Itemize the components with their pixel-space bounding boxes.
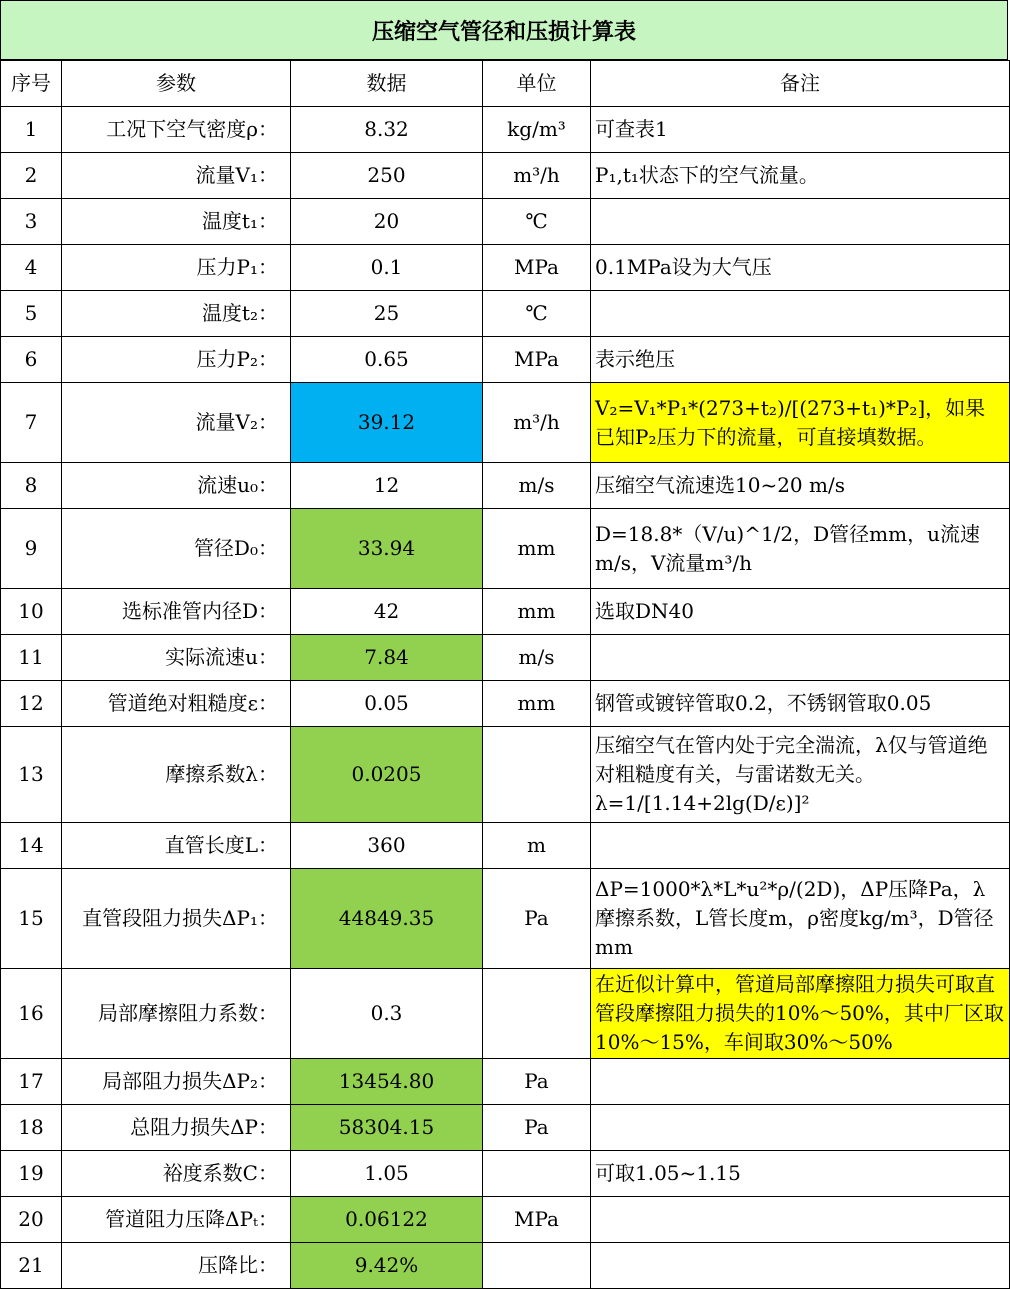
note-cell: 表示绝压	[591, 337, 1010, 383]
value-cell: 13454.80	[291, 1059, 483, 1105]
table-row	[1, 727, 1010, 823]
note-cell	[591, 291, 1010, 337]
row-number: 5	[1, 291, 62, 337]
unit-cell: ℃	[483, 291, 591, 337]
note-cell	[591, 1059, 1010, 1105]
value-cell: 360	[291, 823, 483, 869]
row-number: 11	[1, 635, 62, 681]
note-cell: 可查表1	[591, 107, 1010, 153]
header-note: 备注	[591, 61, 1010, 107]
table-row	[1, 1197, 1010, 1243]
param-label: 直管长度L：	[62, 823, 291, 869]
param-label: 实际流速u：	[62, 635, 291, 681]
header-unit: 单位	[483, 61, 591, 107]
unit-cell: mm	[483, 681, 591, 727]
param-label: 摩擦系数λ：	[62, 727, 291, 823]
value-cell: 12	[291, 463, 483, 509]
note-cell	[591, 199, 1010, 245]
param-label: 管道阻力压降ΔPₜ：	[62, 1197, 291, 1243]
note-cell: V₂=V₁*P₁*(273+t₂)/[(273+t₁)*P₂]，如果已知P₂压力下的流量，可直接填数据。	[591, 383, 1010, 463]
row-number: 14	[1, 823, 62, 869]
row-number: 18	[1, 1105, 62, 1151]
note-cell: 压缩空气在管内处于完全湍流，λ仅与管道绝对粗糙度有关，与雷诺数无关。 λ=1/[1.14+2lg(D/ε)]²	[591, 727, 1010, 823]
table-row	[1, 245, 1010, 291]
row-number: 12	[1, 681, 62, 727]
row-number: 10	[1, 589, 62, 635]
value-cell: 7.84	[291, 635, 483, 681]
param-label: 总阻力损失ΔP：	[62, 1105, 291, 1151]
table-row	[1, 153, 1010, 199]
value-cell: 0.1	[291, 245, 483, 291]
note-cell	[591, 1197, 1010, 1243]
unit-cell: Pa	[483, 869, 591, 969]
table-row	[1, 107, 1010, 153]
param-label: 直管段阻力损失ΔP₁：	[62, 869, 291, 969]
row-number: 20	[1, 1197, 62, 1243]
table-row	[1, 869, 1010, 969]
unit-cell: kg/m³	[483, 107, 591, 153]
unit-cell: m/s	[483, 635, 591, 681]
table-row	[1, 199, 1010, 245]
note-cell	[591, 635, 1010, 681]
unit-cell	[483, 1151, 591, 1197]
row-number: 7	[1, 383, 62, 463]
value-cell: 0.06122	[291, 1197, 483, 1243]
value-cell: 0.0205	[291, 727, 483, 823]
row-number: 9	[1, 509, 62, 589]
unit-cell: m	[483, 823, 591, 869]
unit-cell: mm	[483, 509, 591, 589]
row-number: 15	[1, 869, 62, 969]
value-cell: 39.12	[291, 383, 483, 463]
value-cell: 250	[291, 153, 483, 199]
value-cell: 0.3	[291, 969, 483, 1059]
param-label: 裕度系数C：	[62, 1151, 291, 1197]
unit-cell	[483, 969, 591, 1059]
param-label: 温度t₂：	[62, 291, 291, 337]
row-number: 17	[1, 1059, 62, 1105]
value-cell: 33.94	[291, 509, 483, 589]
table-row	[1, 1243, 1010, 1289]
row-number: 16	[1, 969, 62, 1059]
unit-cell: ℃	[483, 199, 591, 245]
row-number: 13	[1, 727, 62, 823]
note-cell	[591, 823, 1010, 869]
value-cell: 1.05	[291, 1151, 483, 1197]
note-cell: 可取1.05~1.15	[591, 1151, 1010, 1197]
param-label: 压力P₂：	[62, 337, 291, 383]
row-number: 4	[1, 245, 62, 291]
note-cell: 钢管或镀锌管取0.2，不锈钢管取0.05	[591, 681, 1010, 727]
table-row	[1, 337, 1010, 383]
table-row	[1, 291, 1010, 337]
note-cell: ΔP=1000*λ*L*u²*ρ/(2D)，ΔP压降Pa，λ摩擦系数，L管长度m，ρ密度kg/m³，D管径mm	[591, 869, 1010, 969]
value-cell: 0.05	[291, 681, 483, 727]
note-cell: P₁,t₁状态下的空气流量。	[591, 153, 1010, 199]
value-cell: 42	[291, 589, 483, 635]
table-row	[1, 1105, 1010, 1151]
note-cell: 在近似计算中，管道局部摩擦阻力损失可取直管段摩擦阻力损失的10%～50%，其中厂区取10%～15%，车间取30%～50%	[591, 969, 1010, 1059]
value-cell: 44849.35	[291, 869, 483, 969]
value-cell: 9.42%	[291, 1243, 483, 1289]
row-number: 8	[1, 463, 62, 509]
header-value: 数据	[291, 61, 483, 107]
note-cell	[591, 1243, 1010, 1289]
header-row	[1, 61, 1010, 107]
value-cell: 8.32	[291, 107, 483, 153]
header-param: 参数	[62, 61, 291, 107]
param-label: 工况下空气密度ρ：	[62, 107, 291, 153]
unit-cell: mm	[483, 589, 591, 635]
table-row	[1, 635, 1010, 681]
row-number: 19	[1, 1151, 62, 1197]
header-no: 序号	[1, 61, 62, 107]
note-cell: D=18.8*（V/u)^1/2，D管径mm，u流速m/s，V流量m³/h	[591, 509, 1010, 589]
value-cell: 20	[291, 199, 483, 245]
param-label: 压力P₁：	[62, 245, 291, 291]
unit-cell: m³/h	[483, 153, 591, 199]
note-cell: 压缩空气流速选10~20 m/s	[591, 463, 1010, 509]
row-number: 3	[1, 199, 62, 245]
param-label: 压降比：	[62, 1243, 291, 1289]
table-row	[1, 681, 1010, 727]
param-label: 温度t₁：	[62, 199, 291, 245]
table-row	[1, 463, 1010, 509]
note-cell: 0.1MPa设为大气压	[591, 245, 1010, 291]
unit-cell: MPa	[483, 1197, 591, 1243]
value-cell: 25	[291, 291, 483, 337]
calc-table	[0, 60, 1010, 1289]
param-label: 选标准管内径D：	[62, 589, 291, 635]
table-row	[1, 383, 1010, 463]
unit-cell: Pa	[483, 1059, 591, 1105]
unit-cell: MPa	[483, 337, 591, 383]
table-row	[1, 509, 1010, 589]
unit-cell: m³/h	[483, 383, 591, 463]
unit-cell	[483, 1243, 591, 1289]
param-label: 局部阻力损失ΔP₂：	[62, 1059, 291, 1105]
table-row	[1, 1059, 1010, 1105]
param-label: 流量V₂：	[62, 383, 291, 463]
row-number: 21	[1, 1243, 62, 1289]
table-title: 压缩空气管径和压损计算表	[0, 0, 1008, 60]
param-label: 流量V₁：	[62, 153, 291, 199]
param-label: 局部摩擦阻力系数：	[62, 969, 291, 1059]
table-row	[1, 969, 1010, 1059]
unit-cell	[483, 727, 591, 823]
table-row	[1, 1151, 1010, 1197]
row-number: 2	[1, 153, 62, 199]
row-number: 1	[1, 107, 62, 153]
row-number: 6	[1, 337, 62, 383]
param-label: 管径D₀：	[62, 509, 291, 589]
unit-cell: Pa	[483, 1105, 591, 1151]
note-cell: 选取DN40	[591, 589, 1010, 635]
param-label: 流速u₀：	[62, 463, 291, 509]
value-cell: 58304.15	[291, 1105, 483, 1151]
table-row	[1, 589, 1010, 635]
note-cell	[591, 1105, 1010, 1151]
value-cell: 0.65	[291, 337, 483, 383]
table-row	[1, 823, 1010, 869]
param-label: 管道绝对粗糙度ε：	[62, 681, 291, 727]
unit-cell: m/s	[483, 463, 591, 509]
unit-cell: MPa	[483, 245, 591, 291]
